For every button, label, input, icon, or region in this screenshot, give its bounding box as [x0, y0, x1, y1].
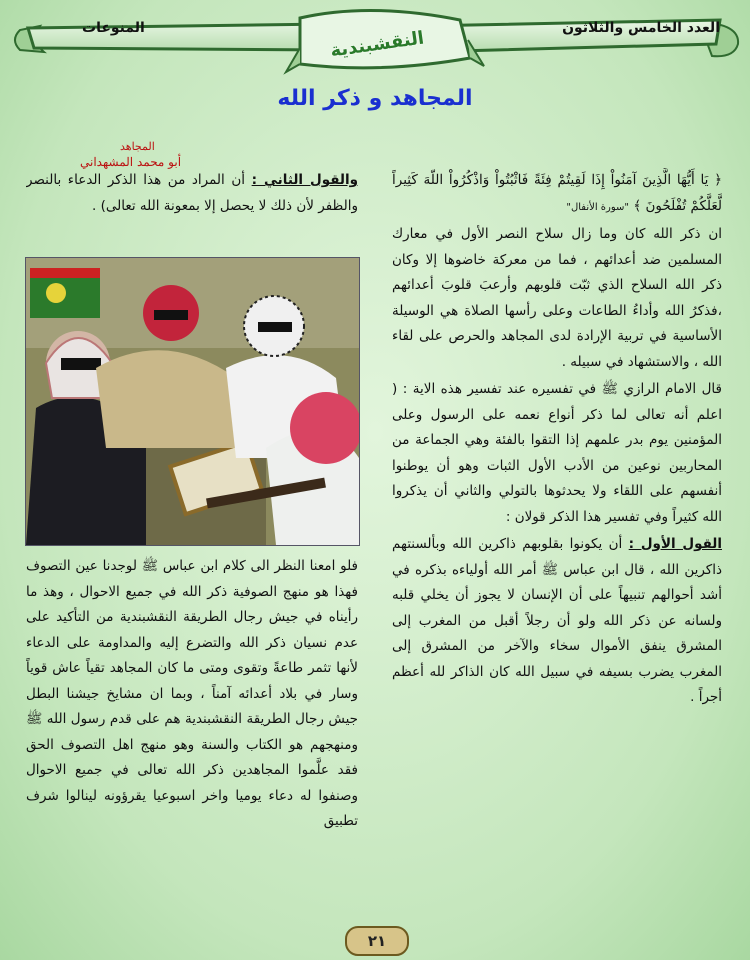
second-saying-label: والقول الثاني : [251, 172, 358, 188]
verse-text: ﴿ يَا أَيُّهَا الَّذِينَ آمَنُواْ إِذَا لَقِيتُمْ فِئَةً فَاثْبُتُواْ وَاذْكُرُواْ اللّهَ كَثِيراً لَّعَلَّكُمْ تُفْلَحُونَ ﴾ [392, 172, 722, 214]
byline-role: المجاهد [120, 140, 155, 153]
photo-fighters-illustration [26, 258, 359, 545]
first-saying-label: القول الأول : [628, 536, 722, 552]
surah-reference: "سورة الأنفال" [566, 201, 630, 213]
first-saying [392, 532, 722, 711]
byline-author: أبو محمد المشهداني [80, 155, 182, 169]
right-column [392, 168, 722, 938]
paragraph-3: فلو امعنا النظر الى كلام ابن عباس ﷺ لوجدنا عين التصوف فهذا هو منهج الصوفية ذكر الله في جميع الاحوال ، وهذ ما رأيناه في جيش رجال الطريقة النقشبندية من التأكيد على عدم نسيان ذكر الله والتضرع إليه والمداومة على الدعاء لأنها تثمر طاعةً وتقوى ومتى ما كان المجاهد تقياً عاش قوياً وسار في بلاد أعدائه آمناً ، وبما ان مشايخ جيشنا البطل جيش رجال الطريقة النقشبندية هم على قدم رسول الله ﷺ ومنهجهم هو الكتاب والسنة وهو منهج اهل التصوف الحق فقد علَّموا المجاهدين ذكر الله تعالى في جميع الاحوال وصنفوا له دعاء يوميا واخر اسبوعيا يقرؤونه لينالوا شرف تطبيق [26, 558, 358, 829]
quran-verse [392, 168, 722, 220]
first-saying-text: أن يكونوا بقلوبهم ذاكرين الله وبألسنتهم ذاكرين الله ، قال ابن عباس ﷺ أمر الله أولياءه بذكره في أشد أحوالهم تنبيهاً على أن الإنسان لا يجوز أن يخلي قلبه ولسانه عن ذكر الله ولو أن رجلاً أقبل من المغرب إلى المشرق ينفق الأموال سخاء والآخر من المشرق إلى المغرب يضرب بسيفه في سبيل الله كان الذاكر لله أعظم أجراً . [392, 536, 722, 705]
left-column-top [26, 168, 358, 256]
page-number: ٢١ [345, 926, 409, 956]
second-saying-text: أن المراد من هذا الذكر الدعاء بالنصر والظفر لأن ذلك لا يحصل إلا بمعونة الله تعالى) . [26, 172, 358, 214]
header-banner [0, 0, 750, 80]
brand-title: النقشبندية [328, 27, 426, 62]
issue-number: العدد الخامس والثلاثون [562, 20, 720, 36]
second-saying [26, 168, 358, 219]
section-name: المنوعات [82, 20, 145, 36]
left-column-bottom [26, 554, 358, 944]
article-photo [25, 257, 360, 546]
paragraph-1: ان ذكر الله كان وما زال سلاح النصر الأول في معارك المسلمين ضد أعدائهم ، فما من معركة خاضوها إلا وكان ذكر الله السلاح الذي ثبّت قلوبهم وأرعبَ قلوبَ أعدائهم ،فذكرُ الله وأداءُ الطاعات وعلى رأسها الصلاة هي الوسيلة الأساسية في تربية الإرادة لدى المجاهد والحرص على لقاء الله ، والاستشهاد في سبيله . [392, 226, 722, 370]
article-title: المجاهد و ذكر الله [277, 86, 473, 111]
paragraph-2: قال الامام الرازي ﷺ في تفسيره عند تفسير هذه الاية : ( اعلم أنه تعالى لما ذكر أنواع نعمه على الرسول وعلى المؤمنين يوم بدر علمهم إذا التقوا بالفئة وهي الجماعة من المحاربين نوعين من الأدب الأول الثبات وهو أن يوطنوا أنفسهم على اللقاء ولا يحدثوها بالتولي والثاني أن يذكروا الله كثيراً وفي تفسير هذا الذكر قولان : [392, 381, 722, 525]
